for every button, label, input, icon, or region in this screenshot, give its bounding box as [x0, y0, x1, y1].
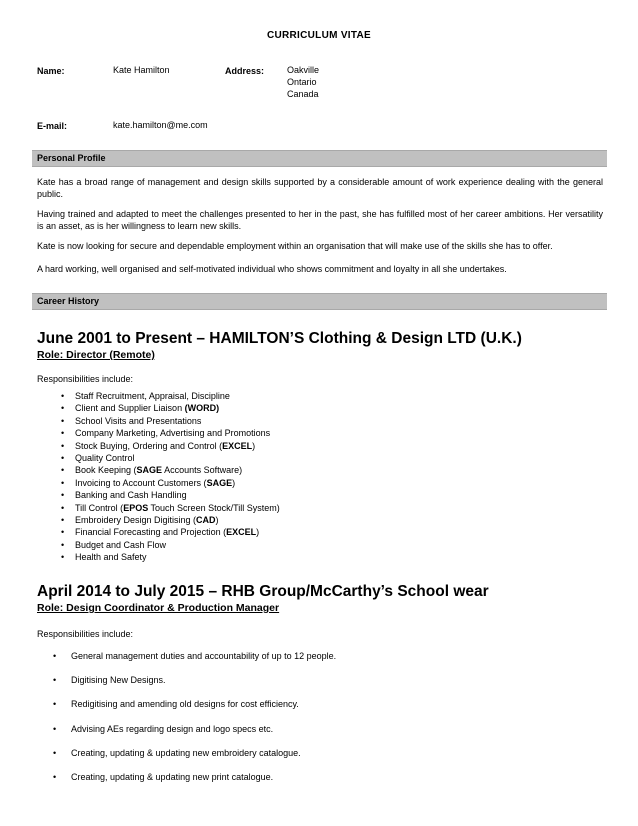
job2-item-text-pre: Advising AEs regarding design and logo specs etc. [71, 723, 274, 734]
job1-item-text-bold: CAD [196, 514, 216, 525]
job-2-title: April 2014 to July 2015 – RHB Group/McCarthy’s School wear [37, 583, 489, 600]
bullet-icon: • [53, 771, 57, 782]
job1-item-text-bold: (WORD) [184, 403, 220, 414]
bullet-icon: • [61, 403, 65, 414]
job1-item-text-post: ) [252, 440, 256, 451]
job1-item-text-pre: Company Marketing, Advertising and Promotions [75, 428, 271, 439]
bullet-icon: • [53, 675, 57, 686]
job1-item-text-post: Touch Screen Stock/Till System) [148, 502, 280, 513]
address-line-2: Ontario [287, 77, 317, 87]
job1-item [37, 514, 280, 526]
bullet-icon: • [61, 490, 65, 501]
job1-item [37, 539, 280, 551]
address-line-3: Canada [287, 89, 319, 99]
job2-item [37, 698, 336, 722]
job1-item-text-pre: Invoicing to Account Customers ( [75, 477, 207, 488]
job1-item [37, 390, 280, 402]
job1-item-text-bold: SAGE [136, 465, 163, 476]
job1-item [37, 477, 280, 489]
job1-item-text-pre: Client and Supplier Liaison [75, 403, 185, 414]
job1-item [37, 551, 280, 563]
bullet-icon: • [61, 552, 65, 563]
job2-item-text-pre: General management duties and accountability of up to 12 people. [71, 651, 337, 661]
job1-item [37, 452, 280, 464]
bullet-icon: • [61, 502, 65, 513]
personal-profile-header [32, 150, 607, 167]
bullet-icon: • [61, 391, 65, 401]
email-label: E-mail: [37, 121, 68, 131]
email-value: kate.hamilton@me.com [113, 120, 208, 130]
job-1-role: Role: Director (Remote) [37, 349, 155, 361]
job2-item-text-pre: Creating, updating & updating new print catalogue. [71, 771, 274, 782]
job1-item [37, 489, 280, 501]
profile-paragraph-3: Kate is now looking for secure and dependable employment within an organisation that will make use of the skills she has to offer. [37, 241, 553, 251]
job-1-title: June 2001 to Present – HAMILTON’S Clothing & Design LTD (U.K.) [37, 330, 522, 347]
career-history-heading: Career History [37, 296, 100, 306]
job2-item-text-pre: Creating, updating & updating new embroidery catalogue. [71, 747, 301, 758]
job1-item-text-pre: Health and Safety [75, 552, 147, 563]
job1-item-text-pre: Staff Recruitment, Appraisal, Discipline [75, 391, 230, 401]
address-line-1: Oakville [287, 65, 320, 75]
bullet-icon: • [61, 514, 65, 525]
bullet-icon: • [61, 477, 65, 488]
profile-paragraph-2: Having trained and adapted to meet the challenges presented to her in the past, she has fulfilled most of her career ambitions. Her versatility is an asset, as is her willingness to learn new skills. [37, 209, 603, 231]
job1-item-text-pre: Book Keeping ( [75, 465, 137, 476]
job1-item [37, 440, 280, 452]
job2-item [37, 650, 336, 674]
job2-item [37, 723, 336, 747]
name-value: Kate Hamilton [113, 65, 170, 75]
job1-item-text-pre: Stock Buying, Ordering and Control ( [75, 440, 223, 451]
job1-item-text-post: ) [215, 514, 219, 525]
bullet-icon: • [61, 539, 65, 550]
profile-paragraph-4: A hard working, well organised and self-motivated individual who shows commitment and loyalty in all she undertakes. [37, 264, 507, 274]
job1-item-text-pre: Financial Forecasting and Projection ( [75, 527, 227, 538]
job1-item [37, 526, 280, 538]
job1-item-text-bold: SAGE [206, 477, 233, 488]
bullet-icon: • [61, 415, 65, 426]
job1-item-text-pre: School Visits and Presentations [75, 415, 202, 426]
career-history-header [32, 293, 607, 310]
bullet-icon: • [61, 428, 65, 439]
bullet-icon: • [61, 440, 65, 451]
job1-item [37, 502, 280, 514]
bullet-icon: • [61, 465, 65, 476]
job1-item-text-pre: Till Control ( [75, 502, 124, 513]
job-1-responsibilities-list [37, 390, 280, 563]
job1-item [37, 402, 280, 414]
bullet-icon: • [53, 723, 57, 734]
job-2-responsibilities-label: Responsibilities include: [37, 629, 134, 639]
bullet-icon: • [53, 747, 57, 758]
job1-item-text-bold: EXCEL [222, 440, 253, 451]
bullet-icon: • [61, 527, 65, 538]
job1-item-text-post: ) [232, 477, 236, 488]
job1-item-text-post: ) [256, 527, 260, 538]
job2-item [37, 747, 336, 771]
job1-item-text-bold: EXCEL [226, 527, 257, 538]
job2-item [37, 771, 336, 795]
personal-profile-heading: Personal Profile [37, 153, 106, 163]
name-label: Name: [37, 66, 65, 76]
job1-item-text-pre: Budget and Cash Flow [75, 539, 167, 550]
job1-item-text-pre: Quality Control [75, 452, 135, 463]
job1-item [37, 464, 280, 476]
profile-paragraph-1: Kate has a broad range of management and design skills supported by a considerable amount of work experience dealing with the general public. [37, 177, 603, 199]
job2-item-text-pre: Redigitising and amending old designs for cost efficiency. [71, 699, 299, 710]
job-2-responsibilities-list [37, 650, 336, 795]
bullet-icon: • [61, 452, 65, 463]
address-label: Address: [225, 66, 265, 76]
bullet-icon: • [53, 651, 57, 661]
job-1-responsibilities-label: Responsibilities include: [37, 374, 134, 384]
bullet-icon: • [53, 699, 57, 710]
job-2-role: Role: Design Coordinator & Production Manager [37, 602, 280, 614]
address-value [287, 64, 319, 100]
document-title: CURRICULUM VITAE [266, 30, 372, 41]
job1-item [37, 427, 280, 439]
job1-item [37, 415, 280, 427]
job1-item-text-bold: EPOS [123, 502, 149, 513]
job1-item-text-pre: Embroidery Design Digitising ( [75, 514, 197, 525]
job1-item-text-post: Accounts Software) [162, 465, 243, 476]
job1-item-text-pre: Banking and Cash Handling [75, 490, 187, 501]
job2-item [37, 674, 336, 698]
job2-item-text-pre: Digitising New Designs. [71, 675, 166, 686]
